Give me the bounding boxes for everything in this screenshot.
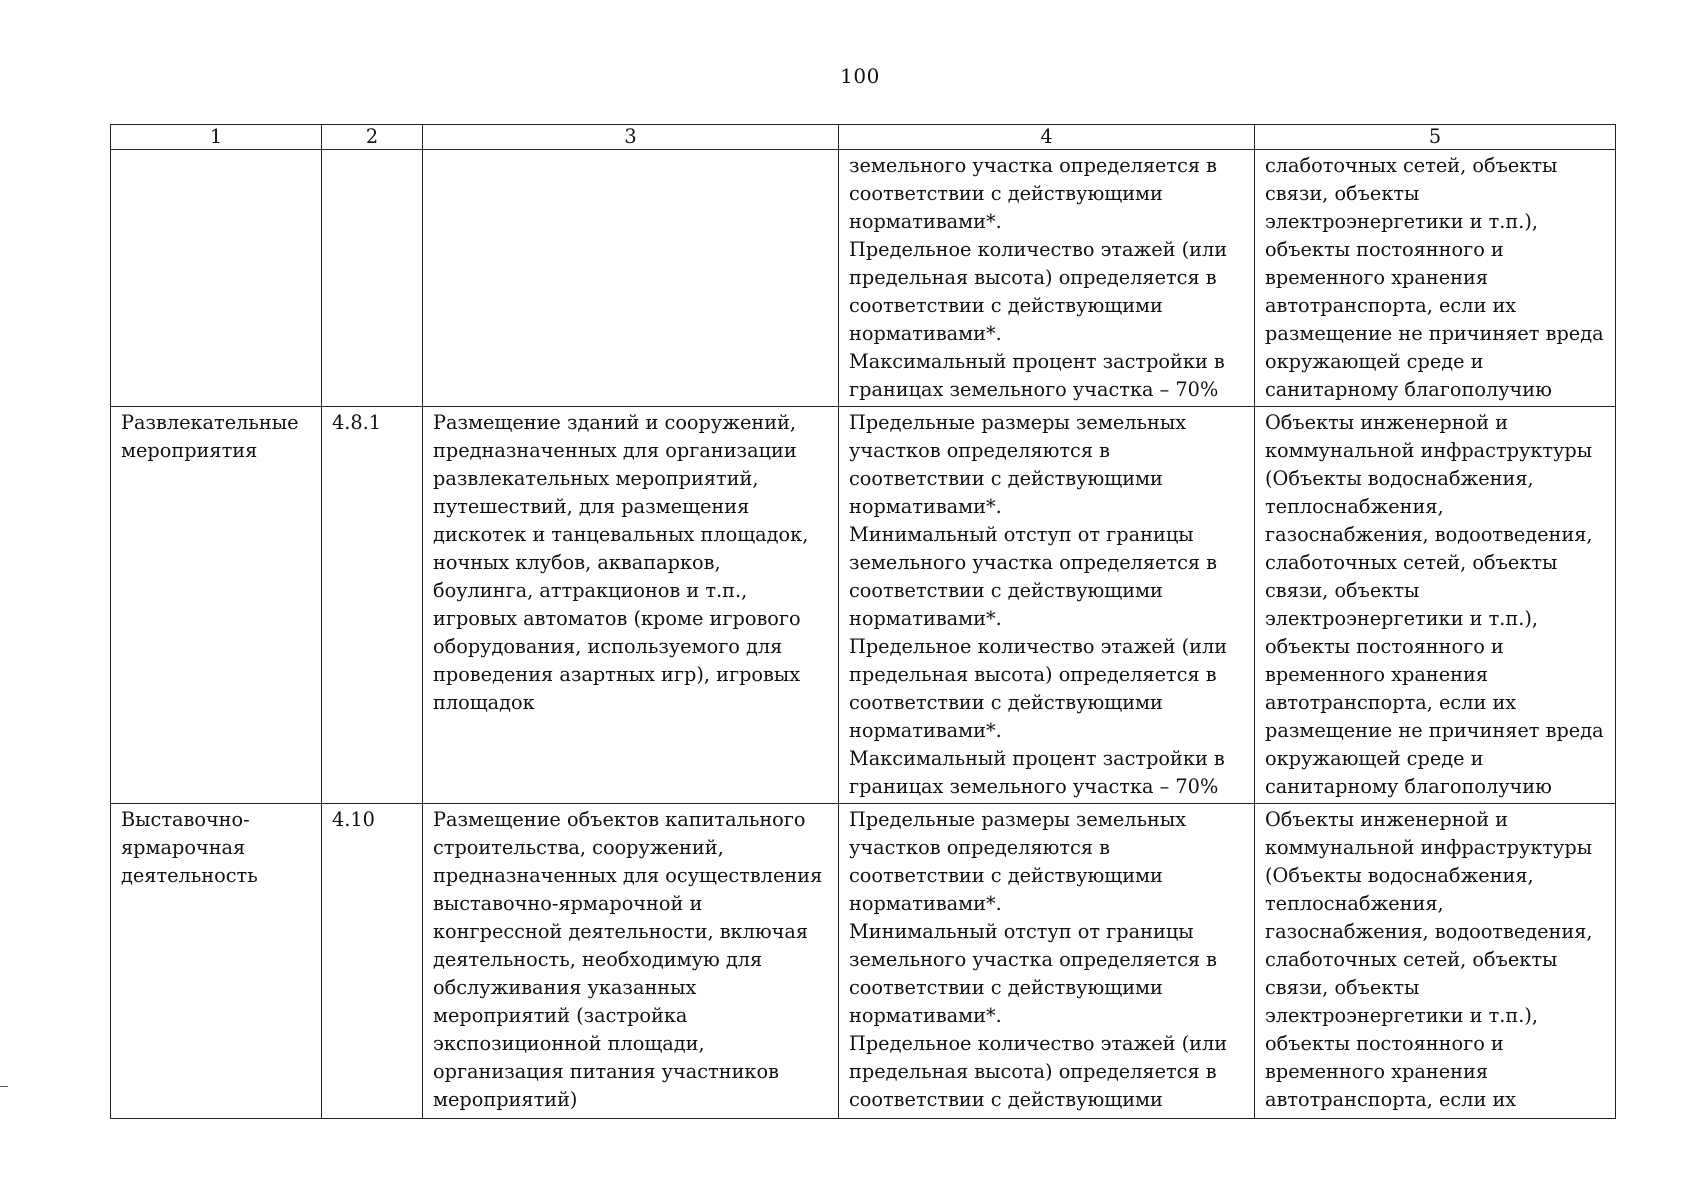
parameters-cell: Предельные размеры земельных участков определяются в соответствии с действующими нормативами*. Минимальный отступ от границы земельного участка определяется в соответствии с действующими нормативами*. Предельное количество этажей (или предельная высота) определяется в соответствии с действующими нормативами*. Максимальный процент застройки в границах земельного участка – 70% xyxy=(839,407,1255,804)
use-code-cell xyxy=(322,150,423,407)
use-description-cell: Размещение зданий и сооружений, предназначенных для организации развлекательных мероприятий, путешествий, для размещения дискотек и танцевальных площадок, ночных клубов, аквапарков, боулинга, аттракционов и т.п., игровых автоматов (кроме игрового оборудования, используемого для проведения азартных игр), игровых площадок xyxy=(423,407,839,804)
header-row xyxy=(111,125,1616,150)
use-name-cell xyxy=(111,150,322,407)
page-number: 100 xyxy=(840,64,880,88)
margin-tick-mark xyxy=(0,1086,8,1087)
header-col-1: 1 xyxy=(111,125,322,150)
use-description-cell: Размещение объектов капитального строительства, сооружений, предназначенных для осуществления выставочно-ярмарочной и конгрессной деятельности, включая деятельность, необходимую для обслуживания указанных мероприятий (застройка экспозиционной площади, организация питания участников мероприятий) xyxy=(423,804,839,1119)
use-code-cell: 4.10 xyxy=(322,804,423,1119)
parameters-cell: Предельные размеры земельных участков определяются в соответствии с действующими нормативами*. Минимальный отступ от границы земельного участка определяется в соответствии с действующими нормативами*. Предельное количество этажей (или предельная высота) определяется в соответствии с действующими xyxy=(839,804,1255,1119)
auxiliary-uses-cell: слаботочных сетей, объекты связи, объекты электроэнергетики и т.п.), объекты постоянного и временного хранения автотранспорта, если их размещение не причиняет вреда окружающей среде и санитарному благополучию xyxy=(1255,150,1616,407)
auxiliary-uses-cell: Объекты инженерной и коммунальной инфраструктуры (Объекты водоснабжения, теплоснабжения, газоснабжения, водоотведения, слаботочных сетей, объекты связи, объекты электроэнергетики и т.п.), объекты постоянного и временного хранения автотранспорта, если их xyxy=(1255,804,1616,1119)
header-col-4: 4 xyxy=(839,125,1255,150)
table-body xyxy=(111,150,1616,1119)
header-col-3: 3 xyxy=(423,125,839,150)
header-col-2: 2 xyxy=(322,125,423,150)
table-row-exhibition xyxy=(111,804,1616,1119)
table-header xyxy=(111,125,1616,150)
use-name-cell: Выставочно- ярмарочная деятельность xyxy=(111,804,322,1119)
auxiliary-uses-cell: Объекты инженерной и коммунальной инфраструктуры (Объекты водоснабжения, теплоснабжения, газоснабжения, водоотведения, слаботочных сетей, объекты связи, объекты электроэнергетики и т.п.), объекты постоянного и временного хранения автотранспорта, если их размещение не причиняет вреда окружающей среде и санитарному благополучию xyxy=(1255,407,1616,804)
table-row-continuation xyxy=(111,150,1616,407)
use-description-cell xyxy=(423,150,839,407)
land-use-table xyxy=(110,124,1616,1119)
table-row-entertainment xyxy=(111,407,1616,804)
header-col-5: 5 xyxy=(1255,125,1616,150)
use-code-cell: 4.8.1 xyxy=(322,407,423,804)
parameters-cell: земельного участка определяется в соответствии с действующими нормативами*. Предельное количество этажей (или предельная высота) определяется в соответствии с действующими нормативами*. Максимальный процент застройки в границах земельного участка – 70% xyxy=(839,150,1255,407)
use-name-cell: Развлекательные мероприятия xyxy=(111,407,322,804)
